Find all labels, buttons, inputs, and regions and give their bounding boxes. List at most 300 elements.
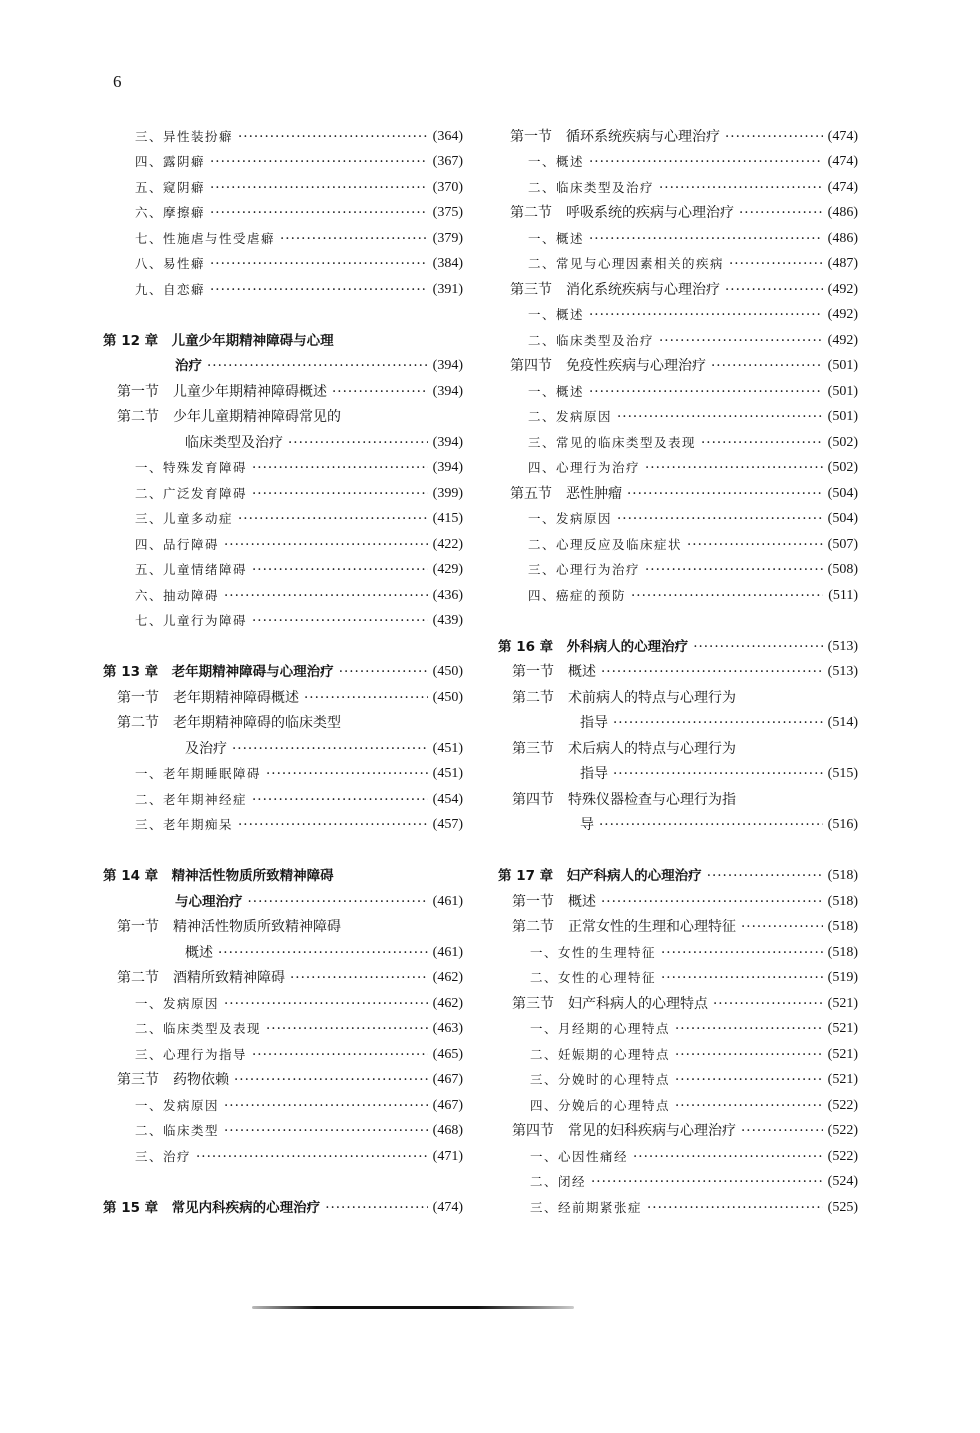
toc-entry-page: (454) (432, 791, 463, 807)
toc-entry-item[interactable] (103, 1140, 463, 1166)
toc-entry-label: 一、发病原因 (135, 1097, 220, 1113)
toc-entry-item[interactable] (498, 554, 858, 580)
toc-entry-chapter[interactable] (103, 656, 463, 682)
toc-entry-section[interactable] (498, 758, 858, 784)
toc-entry-label: 六、摩擦癖 (135, 205, 206, 220)
toc-entry-page: (521) (827, 1046, 858, 1062)
dot-leader (210, 153, 428, 171)
toc-entry-page: (515) (827, 766, 858, 781)
dot-leader (210, 179, 428, 197)
dot-leader (739, 204, 823, 222)
toc-entry-label: 八、易性癖 (135, 256, 206, 271)
toc-entry-item[interactable] (103, 528, 463, 554)
dot-leader (675, 1071, 823, 1089)
toc-entry-page: (522) (827, 1097, 858, 1113)
toc-entry-label: 一、心因性痛经 (530, 1148, 629, 1164)
toc-entry-item[interactable] (103, 248, 463, 274)
toc-entry-item[interactable] (498, 503, 858, 529)
dot-leader (280, 230, 428, 248)
toc-entry-page: (429) (432, 562, 463, 577)
toc-spacer (103, 630, 463, 656)
toc-entry-label: 第 14 章 精神活性物质所致精神障碍 (103, 868, 334, 884)
dot-leader (234, 1071, 428, 1089)
toc-entry-page: (501) (827, 409, 858, 424)
dot-leader (633, 1148, 823, 1166)
toc-entry-label: 一、概述 (528, 154, 585, 169)
toc-entry-page: (451) (432, 766, 463, 781)
toc-entry-item[interactable] (103, 1089, 463, 1115)
toc-entry-page: (367) (432, 154, 463, 169)
toc-entry-label: 六、抽动障碍 (135, 587, 220, 603)
toc-entry-page: (474) (432, 1199, 463, 1215)
dot-leader (207, 357, 428, 375)
toc-entry-label: 第一节 概述 (512, 893, 596, 910)
dot-leader (707, 867, 823, 885)
dot-leader (589, 383, 823, 401)
dot-leader (210, 281, 428, 299)
toc-entry-item[interactable] (498, 426, 858, 452)
dot-leader (675, 1020, 823, 1038)
toc-entry-label: 第三节 药物依赖 (117, 1072, 229, 1088)
dot-leader (210, 204, 428, 222)
toc-entry-label: 第三节 术后病人的特点与心理行为 (512, 740, 736, 757)
dot-leader (601, 893, 823, 911)
toc-entry-item[interactable] (103, 197, 463, 223)
toc-entry-label: 二、发病原因 (528, 409, 613, 424)
toc-entry-label: 二、女性的心理特征 (530, 970, 657, 985)
toc-entry-label: 第 16 章 外科病人的心理治疗 (498, 638, 689, 655)
toc-entry-label: 第一节 概述 (512, 664, 596, 680)
toc-entry-item[interactable] (498, 171, 858, 197)
dot-leader (325, 1199, 427, 1217)
toc-entry-item[interactable] (103, 146, 463, 172)
dot-leader (332, 383, 428, 401)
dot-leader (589, 230, 823, 248)
dot-leader (713, 995, 823, 1013)
toc-entry-chapter[interactable] (103, 860, 463, 886)
toc-entry-page: (384) (432, 256, 463, 271)
toc-entry-label: 及治疗 (185, 740, 227, 757)
toc-entry-item[interactable] (498, 1089, 858, 1115)
toc-entry-section[interactable] (103, 732, 463, 758)
toc-entry-label: 四、癌症的预防 (528, 587, 627, 603)
toc-entry-label: 三、儿童多动症 (135, 511, 234, 526)
toc-entry-item[interactable] (498, 1140, 858, 1166)
toc-entry-item[interactable] (103, 1115, 463, 1141)
toc-entry-label: 第二节 正常女性的生理和心理特征 (512, 919, 736, 935)
toc-entry-item[interactable] (498, 324, 858, 350)
toc-entry-chapter-cont[interactable] (103, 350, 463, 376)
toc-entry-label: 五、窥阴癖 (135, 179, 206, 195)
toc-entry-label: 一、老年期睡眠障碍 (135, 766, 262, 781)
toc-entry-section[interactable] (103, 962, 463, 988)
toc-entry-label: 第 15 章 常见内科疾病的心理治疗 (103, 1199, 321, 1216)
dot-leader (741, 918, 823, 936)
toc-entry-page: (501) (827, 383, 858, 399)
toc-entry-page: (513) (827, 638, 858, 654)
toc-entry-section[interactable] (498, 681, 858, 707)
toc-entry-item[interactable] (103, 222, 463, 248)
dot-leader (224, 587, 428, 605)
toc-left-column (103, 120, 463, 1217)
toc-entry-item[interactable] (103, 554, 463, 580)
toc-entry-item[interactable] (103, 987, 463, 1013)
toc-entry-label: 第二节 呼吸系统的疾病与心理治疗 (510, 205, 734, 221)
toc-entry-label: 二、老年期神经症 (135, 791, 248, 807)
toc-entry-chapter[interactable] (103, 1191, 463, 1217)
dot-leader (601, 663, 823, 681)
toc-entry-section[interactable] (498, 273, 858, 299)
toc-entry-label: 二、妊娠期的心理特点 (530, 1046, 671, 1062)
toc-entry-item[interactable] (103, 809, 463, 835)
toc-entry-label: 五、儿童情绪障碍 (135, 562, 248, 577)
toc-entry-label: 一、概述 (528, 383, 585, 399)
toc-entry-page: (457) (432, 817, 463, 832)
dot-leader (661, 969, 823, 987)
toc-entry-page: (508) (827, 562, 858, 577)
dot-leader (252, 459, 428, 477)
toc-entry-item[interactable] (498, 299, 858, 325)
toc-entry-label: 三、老年期痴呆 (135, 817, 234, 832)
toc-entry-item[interactable] (103, 783, 463, 809)
dot-leader (224, 536, 428, 554)
toc-entry-label: 二、广泛发育障碍 (135, 485, 248, 501)
toc-entry-label: 二、常见与心理因素相关的疾病 (528, 256, 725, 271)
toc-entry-page: (502) (827, 460, 858, 475)
toc-entry-item[interactable] (498, 1191, 858, 1217)
toc-entry-page: (516) (827, 817, 858, 832)
toc-entry-item[interactable] (103, 171, 463, 197)
toc-entry-page: (439) (432, 613, 463, 628)
toc-entry-page: (518) (827, 868, 858, 883)
toc-entry-page: (463) (432, 1021, 463, 1036)
toc-entry-label: 三、常见的临床类型及表现 (528, 434, 697, 450)
toc-entry-label: 一、特殊发育障碍 (135, 460, 248, 475)
toc-entry-page: (461) (432, 893, 463, 909)
toc-entry-label: 第一节 老年期精神障碍概述 (117, 689, 299, 706)
toc-entry-section[interactable] (103, 426, 463, 452)
toc-entry-page: (474) (827, 154, 858, 169)
toc-entry-label: 一、概述 (528, 230, 585, 246)
toc-entry-item[interactable] (103, 503, 463, 529)
dot-leader (238, 128, 428, 146)
dot-leader (627, 485, 823, 503)
toc-entry-label: 二、临床类型及表现 (135, 1021, 262, 1036)
dot-leader (252, 561, 428, 579)
dot-leader (339, 663, 428, 681)
toc-entry-section[interactable] (103, 375, 463, 401)
dot-leader (224, 1122, 428, 1140)
dot-leader (675, 1097, 823, 1115)
toc-entry-label: 四、心理行为治疗 (528, 460, 641, 475)
dot-leader (613, 714, 823, 732)
toc-entry-chapter[interactable] (103, 324, 463, 350)
toc-entry-item[interactable] (498, 401, 858, 427)
toc-entry-page: (492) (827, 281, 858, 297)
toc-entry-label: 三、心理行为指导 (135, 1046, 248, 1062)
toc-entry-page: (519) (827, 970, 858, 985)
toc-entry-item[interactable] (103, 579, 463, 605)
dot-leader (196, 1148, 428, 1166)
dot-leader (659, 332, 823, 350)
bottom-rule (252, 1306, 574, 1309)
toc-entry-label: 一、发病原因 (135, 995, 220, 1011)
toc-entry-label: 第一节 儿童少年期精神障碍概述 (117, 383, 327, 400)
toc-entry-item[interactable] (103, 1013, 463, 1039)
toc-entry-section[interactable] (103, 911, 463, 937)
toc-entry-label: 七、性施虐与性受虐癖 (135, 230, 276, 246)
toc-entry-section[interactable] (498, 350, 858, 376)
dot-leader (252, 791, 428, 809)
toc-entry-item[interactable] (498, 579, 858, 605)
dot-leader (210, 255, 428, 273)
toc-entry-section[interactable] (498, 656, 858, 682)
toc-entry-item[interactable] (498, 528, 858, 554)
dot-leader (238, 510, 428, 528)
toc-entry-page: (518) (827, 919, 858, 934)
toc-entry-page: (468) (432, 1123, 463, 1138)
toc-entry-section[interactable] (103, 707, 463, 733)
toc-entry-page: (524) (827, 1174, 858, 1189)
toc-entry-page: (451) (432, 740, 463, 756)
toc-entry-item[interactable] (103, 120, 463, 146)
toc-entry-section[interactable] (498, 783, 858, 809)
dot-leader (645, 459, 823, 477)
dot-leader (613, 765, 823, 783)
dot-leader (645, 561, 823, 579)
dot-leader (631, 587, 823, 605)
toc-entry-page: (467) (432, 1097, 463, 1113)
toc-entry-item[interactable] (498, 375, 858, 401)
dot-leader (224, 995, 428, 1013)
toc-entry-page: (492) (827, 307, 858, 322)
toc-entry-page: (474) (827, 179, 858, 195)
toc-entry-item[interactable] (498, 1013, 858, 1039)
toc-entry-page: (474) (827, 128, 858, 144)
toc-entry-item[interactable] (103, 452, 463, 478)
toc-entry-label: 二、心理反应及临床症状 (528, 536, 683, 552)
toc-entry-label: 二、临床类型及治疗 (528, 332, 655, 348)
toc-entry-label: 第四节 特殊仪器检查与心理行为指 (512, 791, 736, 808)
toc-entry-item[interactable] (498, 248, 858, 274)
dot-leader (675, 1046, 823, 1064)
dot-leader (238, 816, 428, 834)
toc-entry-label: 一、发病原因 (528, 511, 613, 526)
toc-entry-label: 与心理治疗 (175, 893, 243, 910)
toc-entry-label: 第二节 老年期精神障碍的临床类型 (117, 715, 341, 731)
toc-entry-section[interactable] (103, 681, 463, 707)
toc-entry-page: (394) (432, 434, 463, 450)
toc-entry-label: 四、露阴癖 (135, 154, 206, 169)
toc-entry-item[interactable] (498, 1064, 858, 1090)
dot-leader (741, 1122, 823, 1140)
dot-leader (729, 255, 823, 273)
toc-entry-page: (471) (432, 1148, 463, 1164)
toc-entry-page: (522) (827, 1148, 858, 1164)
toc-spacer (498, 834, 858, 860)
toc-entry-label: 三、心理行为治疗 (528, 562, 641, 577)
toc-entry-page: (486) (827, 230, 858, 246)
toc-entry-item[interactable] (103, 1038, 463, 1064)
toc-entry-page: (436) (432, 587, 463, 603)
toc-entry-section[interactable] (498, 197, 858, 223)
toc-entry-label: 第 13 章 老年期精神障碍与心理治疗 (103, 664, 334, 680)
dot-leader (617, 510, 823, 528)
page-number: 6 (113, 72, 122, 91)
dot-leader (266, 1020, 428, 1038)
toc-spacer (498, 605, 858, 631)
toc-entry-page: (487) (827, 256, 858, 271)
toc-entry-label: 指导 (580, 715, 608, 731)
toc-entry-label: 三、分娩时的心理特点 (530, 1072, 671, 1087)
dot-leader (617, 408, 823, 426)
toc-entry-section[interactable] (498, 120, 858, 146)
toc-entry-section[interactable] (103, 1064, 463, 1090)
toc-entry-section[interactable] (103, 936, 463, 962)
toc-entry-page: (375) (432, 205, 463, 220)
toc-entry-page: (461) (432, 944, 463, 960)
toc-entry-section[interactable] (498, 885, 858, 911)
toc-entry-label: 二、临床类型 (135, 1123, 220, 1138)
toc-entry-page: (504) (827, 511, 858, 526)
toc-entry-page: (501) (827, 358, 858, 373)
toc-entry-page: (521) (827, 1021, 858, 1036)
dot-leader (248, 893, 428, 911)
toc-entry-label: 第一节 精神活性物质所致精神障碍 (117, 919, 341, 935)
toc-entry-page: (525) (827, 1199, 858, 1215)
toc-entry-page: (502) (827, 434, 858, 450)
toc-entry-item[interactable] (498, 146, 858, 172)
toc-entry-label: 指导 (580, 766, 608, 782)
dot-leader (288, 434, 428, 452)
toc-entry-label: 第四节 免疫性疾病与心理治疗 (510, 358, 706, 374)
toc-entry-page: (399) (432, 485, 463, 501)
toc-entry-label: 第三节 消化系统疾病与心理治疗 (510, 281, 720, 298)
toc-spacer (103, 299, 463, 325)
toc-spacer (103, 834, 463, 860)
toc-entry-label: 第二节 术前病人的特点与心理行为 (512, 689, 736, 706)
toc-entry-section[interactable] (498, 987, 858, 1013)
toc-entry-label: 三、经前期紧张症 (530, 1199, 643, 1215)
toc-entry-page: (450) (432, 664, 463, 679)
toc-entry-page: (465) (432, 1046, 463, 1062)
toc-entry-page: (370) (432, 179, 463, 195)
toc-entry-section[interactable] (498, 732, 858, 758)
toc-entry-item[interactable] (103, 477, 463, 503)
toc-entry-chapter[interactable] (498, 860, 858, 886)
toc-entry-label: 一、概述 (528, 307, 585, 322)
toc-entry-page: (467) (432, 1072, 463, 1087)
toc-entry-label: 导 (580, 817, 594, 833)
toc-entry-page: (504) (827, 485, 858, 501)
toc-entry-label: 第 17 章 妇产科病人的心理治疗 (498, 868, 702, 884)
toc-entry-page: (462) (432, 995, 463, 1011)
toc-entry-label: 七、儿童行为障碍 (135, 613, 248, 628)
toc-entry-section[interactable] (498, 809, 858, 835)
toc-right-column (498, 120, 858, 1217)
toc-entry-section[interactable] (498, 477, 858, 503)
toc-entry-label: 三、治疗 (135, 1148, 192, 1164)
toc-entry-label: 一、女性的生理特征 (530, 944, 657, 960)
toc-entry-page: (422) (432, 536, 463, 552)
toc-entry-page: (507) (827, 536, 858, 552)
toc-entry-item[interactable] (498, 936, 858, 962)
toc-entry-label: 概述 (185, 944, 213, 961)
toc-entry-item[interactable] (103, 758, 463, 784)
toc-entry-page: (486) (827, 205, 858, 220)
toc-entry-section[interactable] (103, 401, 463, 427)
dot-leader (647, 1199, 823, 1217)
toc-entry-page: (450) (432, 689, 463, 705)
toc-entry-page: (521) (827, 995, 858, 1011)
toc-entry-item[interactable] (498, 452, 858, 478)
dot-leader (232, 740, 428, 758)
toc-entry-page: (462) (432, 970, 463, 985)
toc-entry-section[interactable] (498, 1115, 858, 1141)
dot-leader (252, 1046, 428, 1064)
toc-entry-item[interactable] (498, 222, 858, 248)
toc-entry-page: (518) (827, 893, 858, 909)
dot-leader (693, 638, 822, 656)
toc-entry-page: (514) (827, 715, 858, 730)
toc-entry-label: 一、月经期的心理特点 (530, 1021, 671, 1036)
dot-leader (224, 1097, 428, 1115)
toc-entry-label: 四、品行障碍 (135, 536, 220, 552)
toc-entry-page: (394) (432, 358, 463, 373)
toc-entry-item[interactable] (498, 1166, 858, 1192)
dot-leader (252, 612, 428, 630)
dot-leader (701, 434, 823, 452)
toc-entry-label: 九、自恋癖 (135, 281, 206, 297)
dot-leader (599, 816, 823, 834)
toc-entry-label: 四、分娩后的心理特点 (530, 1097, 671, 1113)
toc-entry-label: 第 12 章 儿童少年期精神障碍与心理 (103, 332, 334, 349)
dot-leader (711, 357, 823, 375)
dot-leader (290, 969, 428, 987)
toc-entry-label: 第二节 酒精所致精神障碍 (117, 970, 285, 986)
toc-entry-chapter-cont[interactable] (103, 885, 463, 911)
toc-entry-page: (364) (432, 128, 463, 144)
dot-leader (687, 536, 823, 554)
toc-entry-page: (522) (827, 1123, 858, 1138)
toc-entry-label: 第二节 少年儿童期精神障碍常见的 (117, 409, 341, 425)
dot-leader (589, 306, 823, 324)
dot-leader (266, 765, 428, 783)
toc-entry-item[interactable] (103, 273, 463, 299)
toc-entry-item[interactable] (498, 1038, 858, 1064)
toc-entry-label: 临床类型及治疗 (185, 434, 283, 451)
toc-entry-label: 第四节 常见的妇科疾病与心理治疗 (512, 1123, 736, 1139)
dot-leader (591, 1173, 823, 1191)
toc-entry-item[interactable] (103, 605, 463, 631)
dot-leader (218, 944, 428, 962)
toc-entry-page: (511) (828, 587, 858, 603)
toc-entry-page: (394) (432, 460, 463, 475)
toc-entry-label: 第一节 循环系统疾病与心理治疗 (510, 128, 720, 145)
toc-entry-section[interactable] (498, 911, 858, 937)
toc-entry-label: 三、异性装扮癖 (135, 128, 234, 144)
dot-leader (252, 485, 428, 503)
toc-entry-page: (379) (432, 230, 463, 246)
toc-entry-page: (492) (827, 332, 858, 348)
dot-leader (589, 153, 823, 171)
dot-leader (725, 128, 823, 146)
toc-entry-item[interactable] (498, 962, 858, 988)
toc-entry-section[interactable] (498, 707, 858, 733)
toc-entry-page: (394) (432, 383, 463, 399)
dot-leader (304, 689, 428, 707)
toc-entry-chapter[interactable] (498, 630, 858, 656)
